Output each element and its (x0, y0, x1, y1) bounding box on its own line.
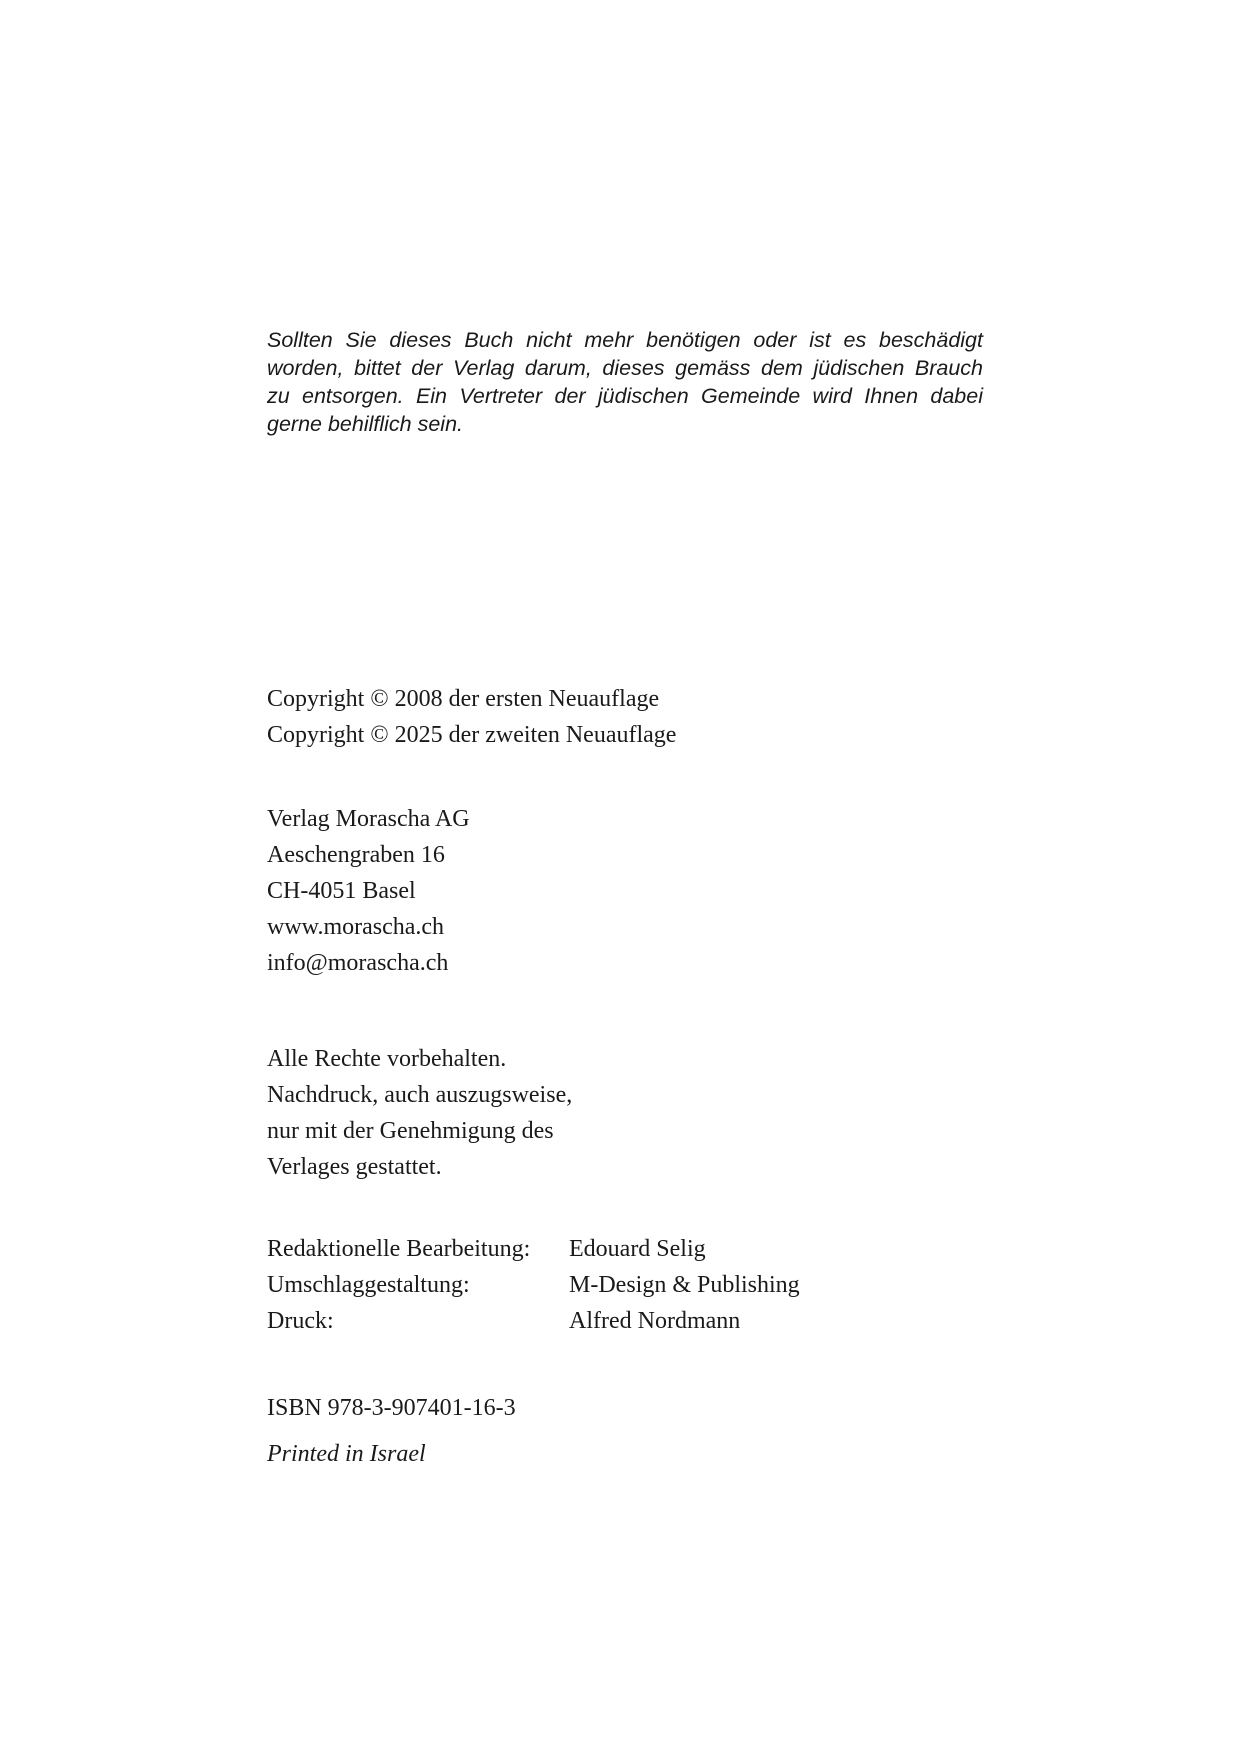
notice-line: gerne behilflich sein. (267, 412, 464, 436)
notice-line: zu entsorgen. Ein Vertreter der jüdischen Gemeinde wird Ihnen dabei (267, 384, 983, 408)
credit-value: M-Design & Publishing (569, 1272, 800, 1298)
publisher-city: CH-4051 Basel (267, 878, 416, 904)
copyright-first-edition: Copyright © 2008 der ersten Neuauflage (267, 686, 660, 712)
credit-value: Alfred Nordmann (569, 1308, 741, 1334)
credit-label: Redaktionelle Bearbeitung: (267, 1236, 531, 1262)
publisher-street: Aeschengraben 16 (267, 842, 445, 868)
rights-line: Nachdruck, auch auszugsweise, (267, 1082, 573, 1108)
credit-label: Druck: (267, 1308, 334, 1334)
publisher-address (267, 801, 470, 981)
credit-value: Edouard Selig (569, 1236, 706, 1262)
rights-notice (267, 1041, 572, 1185)
notice-line: worden, bittet der Verlag darum, dieses gemäss dem jüdischen Brauch (267, 356, 983, 380)
credits-table (267, 1231, 800, 1339)
publisher-name: Verlag Morascha AG (267, 806, 470, 832)
printed-in: Printed in Israel (267, 1441, 426, 1467)
notice-line: Sollten Sie dieses Buch nicht mehr benötigen oder ist es beschädigt (267, 328, 983, 352)
rights-line: nur mit der Genehmigung des (267, 1118, 554, 1144)
credit-row-editing (267, 1231, 800, 1267)
credit-row-print (267, 1303, 800, 1339)
copyright-block (267, 681, 676, 753)
credit-label: Umschlaggestaltung: (267, 1272, 470, 1298)
publisher-email: info@morascha.ch (267, 950, 449, 976)
rights-line: Alle Rechte vorbehalten. (267, 1046, 507, 1072)
disposal-notice (267, 326, 983, 438)
publisher-website: www.morascha.ch (267, 914, 445, 940)
isbn: ISBN 978-3-907401-16-3 (267, 1395, 516, 1421)
credit-row-cover (267, 1267, 800, 1303)
copyright-second-edition: Copyright © 2025 der zweiten Neuauflage (267, 722, 677, 748)
rights-line: Verlages gestattet. (267, 1154, 442, 1180)
